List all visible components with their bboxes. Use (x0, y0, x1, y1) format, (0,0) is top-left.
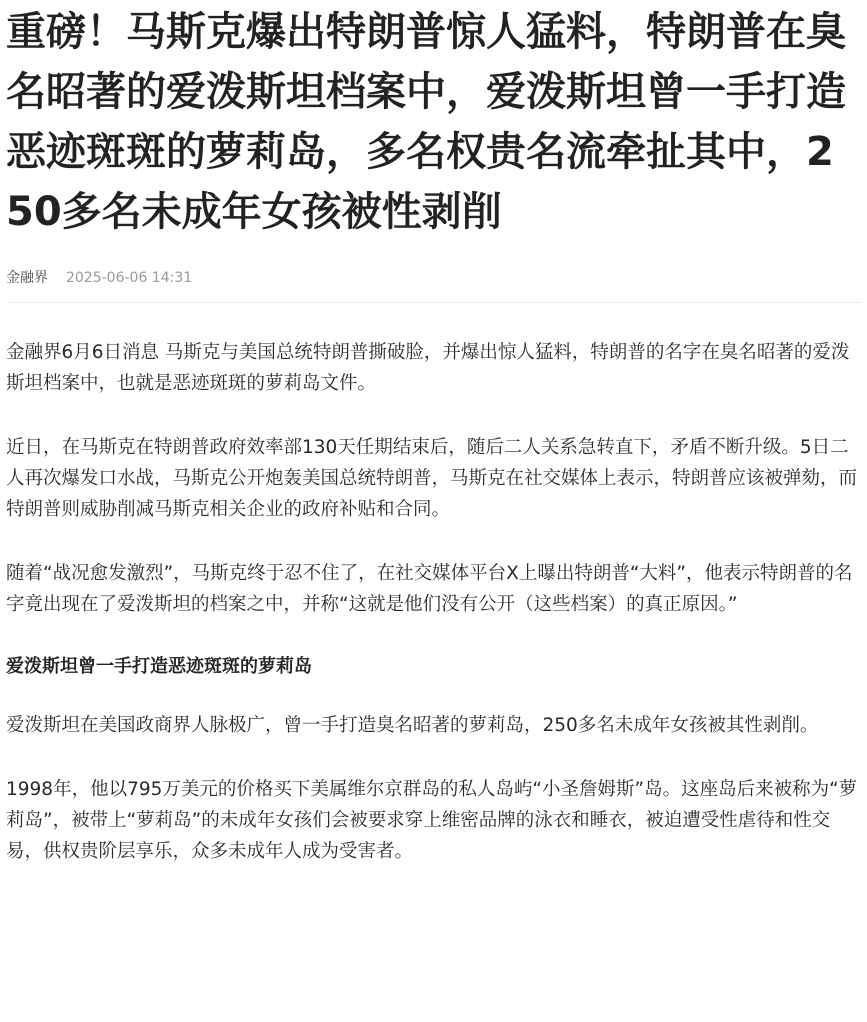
article-paragraph: 1998年，他以795万美元的价格买下美属维尔京群岛的私人岛屿“小圣詹姆斯”岛。这座岛后来被称为“萝莉岛”，被带上“萝莉岛”的未成年女孩们会被要求穿上维密品牌的泳衣和睡衣，被迫遭受性虐待和性交易，供权贵阶层享乐，众多未成年人成为受害者。 (6, 779, 858, 862)
article-meta (6, 268, 861, 288)
article-body (6, 337, 861, 867)
article-time: 2025-06-06 14:31 (66, 270, 193, 286)
article-source[interactable]: 金融界 (6, 270, 48, 286)
article-paragraph: 金融界6月6日消息 马斯克与美国总统特朗普撕破脸，并爆出惊人猛料，特朗普的名字在臭名昭著的爱泼斯坦档案中，也就是恶迹斑斑的萝莉岛文件。 (6, 342, 850, 394)
meta-divider (6, 302, 861, 303)
article-paragraph: 爱泼斯坦在美国政商界人脉极广，曾一手打造臭名昭著的萝莉岛，250多名未成年女孩被其性剥削。 (6, 715, 819, 736)
article-title: 重磅！马斯克爆出特朗普惊人猛料，特朗普在臭名昭著的爱泼斯坦档案中，爱泼斯坦曾一手打造恶迹斑斑的萝莉岛，多名权贵名流牵扯其中，250多名未成年女孩被性剥削 (6, 9, 846, 235)
article-paragraph: 近日，在马斯克在特朗普政府效率部130天任期结束后，随后二人关系急转直下，矛盾不断升级。5日二人再次爆发口水战，马斯克公开炮轰美国总统特朗普，马斯克在社交媒体上表示，特朗普应该被弹劾，而特朗普则威胁削减马斯克相关企业的政府补贴和合同。 (6, 437, 858, 520)
article-subheading: 爱泼斯坦曾一手打造恶迹斑斑的萝莉岛 (6, 656, 312, 677)
article-paragraph: 随着“战况愈发激烈”，马斯克终于忍不住了，在社交媒体平台X上曝出特朗普“大料”，他表示特朗普的名字竟出现在了爱泼斯坦的档案之中，并称“这就是他们没有公开（这些档案）的真正原因。” (6, 563, 853, 615)
